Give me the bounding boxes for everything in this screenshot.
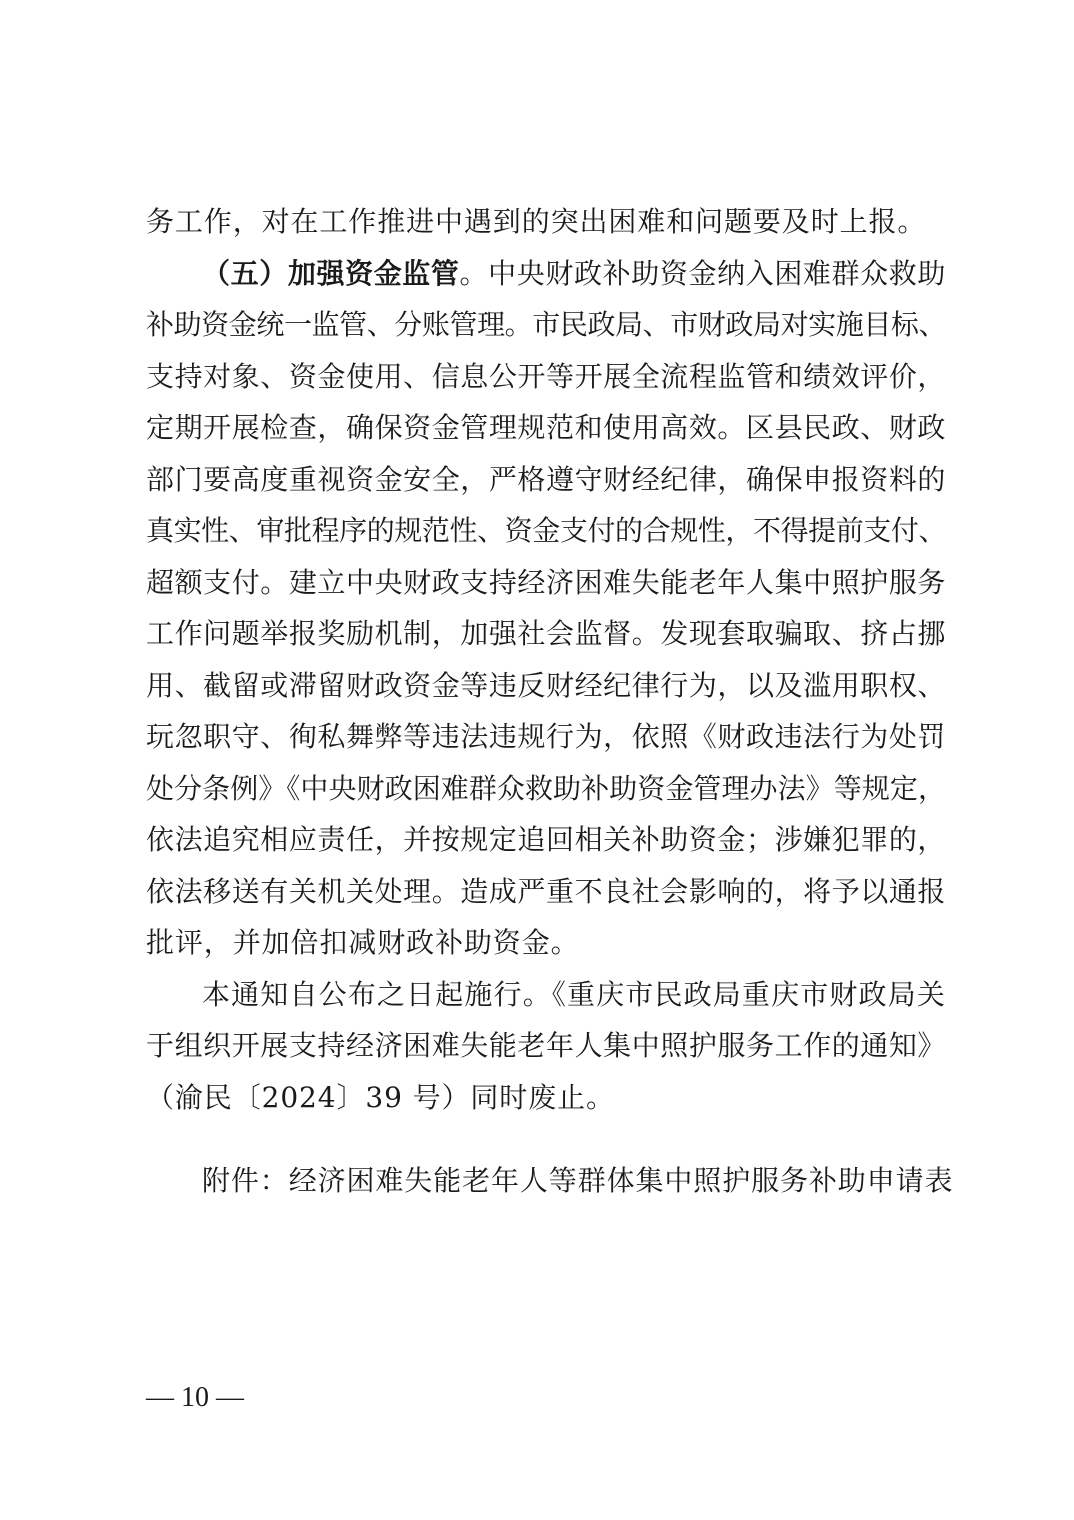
text-line: 务工作，对在工作推进中遇到的突出困难和问题要及时上报。 (146, 205, 927, 238)
paragraph-effective-date (146, 969, 946, 1124)
text-line: （渝民〔2024〕39 号）同时废止。 (146, 1080, 615, 1114)
paragraph-continuation (146, 196, 946, 248)
attachment-line: 附件：经济困难失能老年人等群体集中照护服务补助申请表 (202, 1164, 954, 1197)
text-line: 补助资金统一监管、分账管理。市民政局、市财政局对实施目标、 (146, 308, 947, 341)
text-line: 批评，并加倍扣减财政补助资金。 (146, 926, 580, 959)
page-number: — 10 — (146, 1382, 244, 1413)
text-line: 依法移送有关机关处理。造成严重不良社会影响的，将予以通报 (146, 874, 946, 908)
text-line: 支持对象、资金使用、信息公开等开展全流程监管和绩效评价， (146, 359, 946, 393)
text-line: （五）加强资金监管。中央财政补助资金纳入困难群众救助 (202, 256, 946, 290)
paragraph-fund-supervision (146, 248, 946, 969)
text-line: 真实性、审批程序的规范性、资金支付的合规性，不得提前支付、 (146, 514, 947, 547)
text-line: 超额支付。建立中央财政支持经济困难失能老年人集中照护服务 (146, 565, 946, 599)
text-line: 玩忽职守、徇私舞弊等违法违规行为，依照《财政违法行为处罚 (146, 720, 946, 753)
text-line: 定期开展检查，确保资金管理规范和使用高效。区县民政、财政 (146, 411, 946, 444)
text-line: 于组织开展支持经济困难失能老年人集中照护服务工作的通知》 (146, 1029, 946, 1062)
text-line: 处分条例》《中央财政困难群众救助补助资金管理办法》等规定， (146, 771, 947, 805)
section-heading: （五）加强资金监管 (202, 256, 460, 290)
text-line: 用、截留或滞留财政资金等违反财经纪律行为，以及滥用职权、 (146, 668, 946, 702)
body-text (146, 196, 946, 1123)
text-line: 部门要高度重视资金安全，严格遵守财经纪律，确保申报资料的 (146, 462, 946, 496)
text-line: 依法追究相应责任，并按规定追回相关补助资金；涉嫌犯罪的， (146, 823, 946, 856)
text-line: 本通知自公布之日起施行。《重庆市民政局重庆市财政局关 (202, 977, 946, 1011)
text-line: 工作问题举报奖励机制，加强社会监督。发现套取骗取、挤占挪 (146, 617, 946, 650)
